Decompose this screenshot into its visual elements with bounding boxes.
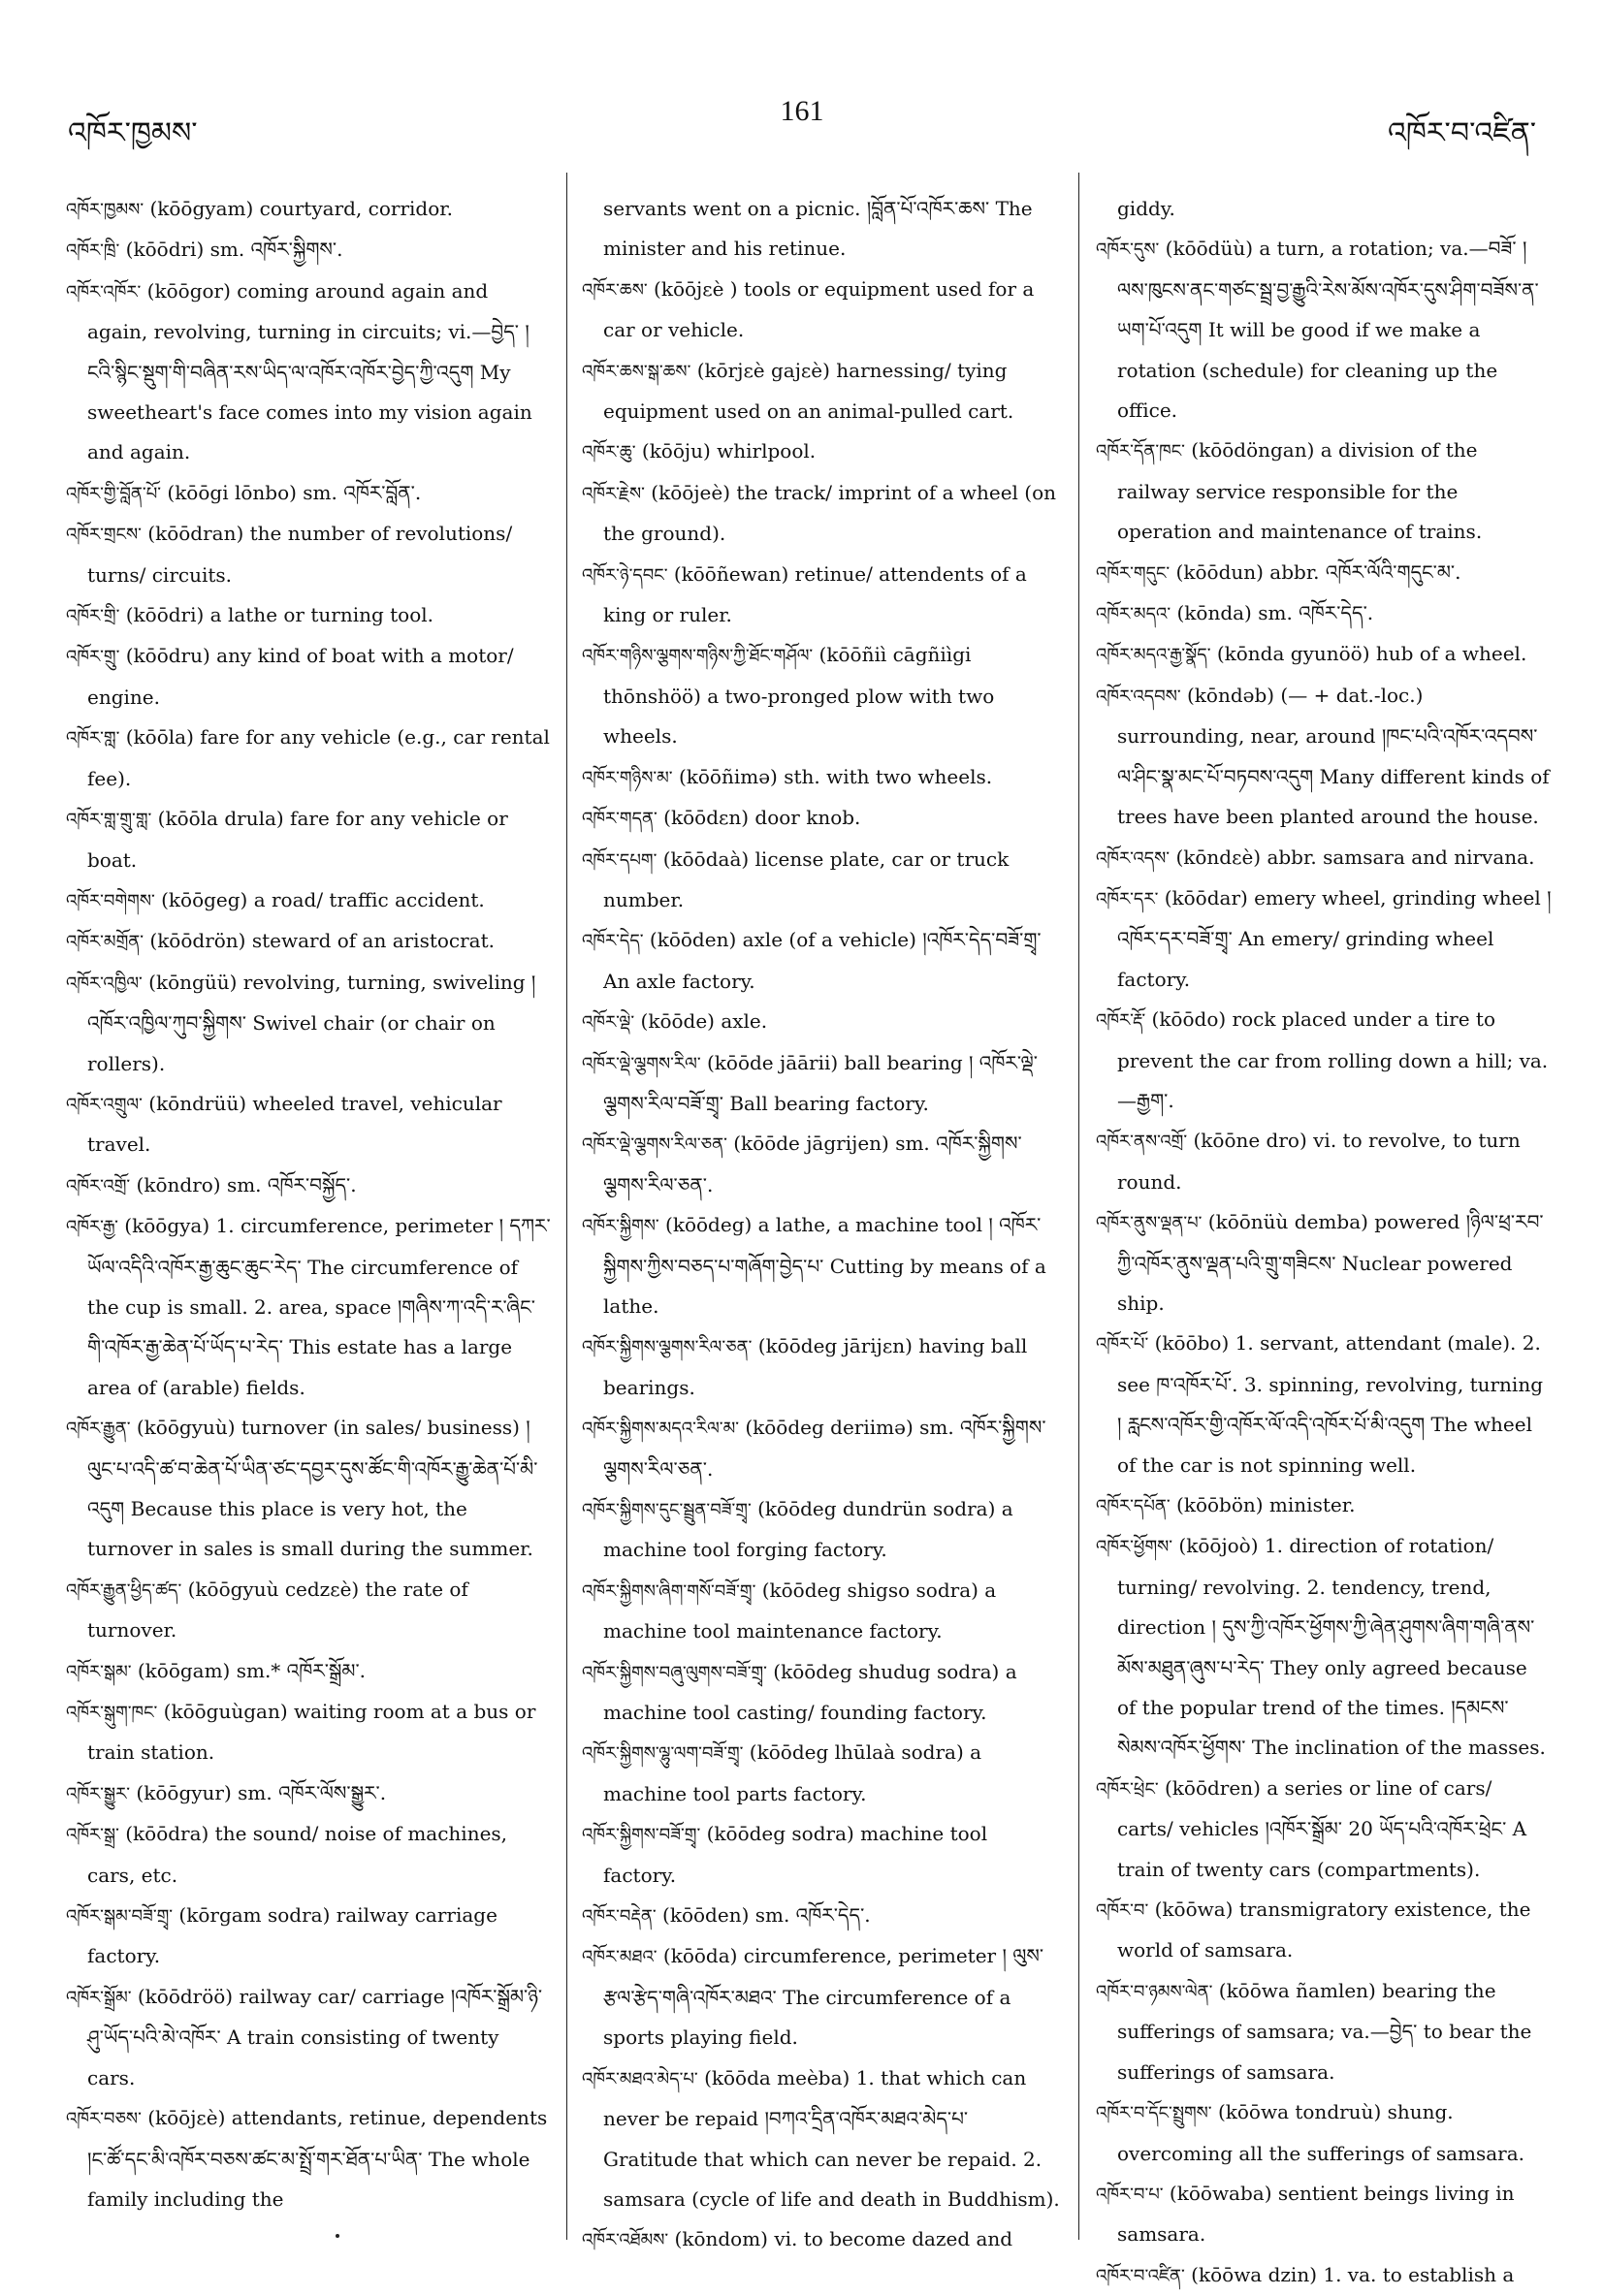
- entry-definition: (kōōnüù demba) powered །ཉིལ་ཕྲ་རབ་ཀྱི་འཁོར་ནུས་ལྡན་པའི་གྲུ་གཟིངས་ Nuclear powered ship.: [1117, 1210, 1544, 1315]
- entry-headword: འཁོར་མདའ་: [1096, 604, 1171, 625]
- entry-definition: (kōōdüù) a turn, a rotation; va.—བཟོ་ ། ལས་ཁུངས་ནང་གཙང་སྦྲ་བྱ་རྒྱུའི་རེས་མོས་འཁོར་དུས་ཤིག་བཟོས་ན་ཡག་པོ་འདུག It will be good if we make a rotation (schedule) for cleaning up the office.: [1117, 237, 1539, 423]
- dictionary-entry: [66, 921, 551, 962]
- entry-definition: (kōōde) axle.: [634, 1009, 768, 1034]
- entry-definition: (kōōwa tondruù) shung. overcoming all the sufferings of samsara.: [1117, 2100, 1524, 2165]
- entry-definition: (kōōwa dzin) 1. va. to establish a: [1184, 2262, 1515, 2286]
- entry-definition: (kōōñiì cāgñiìgi thōnshöö) a two-pronged plow with two wheels.: [603, 643, 995, 749]
- entry-definition: (kōōjeè) the track/ imprint of a wheel (on the ground).: [603, 480, 1057, 546]
- dictionary-entry: [582, 798, 1063, 839]
- entry-definition: (kōōda meèba) 1. that which can never be repaid །བཀའ་དྲིན་འཁོར་མཐའ་མེད་པ་ Gratitude that which can never be repaid. 2. samsara (cycle of life and death in Buddhism).: [603, 2065, 1060, 2211]
- entry-definition: (kōōdun) abbr. འཁོར་ལོའི་གདུང་མ་.: [1170, 559, 1461, 584]
- entry-definition: (kōōjεè) attendants, retinue, dependents །ང་ཚོ་དང་མི་འཁོར་བཅས་ཚང་མ་སྤྲོ་གར་ཐོན་པ་ཡིན་ The whole family including the: [87, 2106, 548, 2211]
- entry-headword: འཁོར་གླ་གྲུ་གླ་: [66, 810, 152, 831]
- entry-headword: འཁོར་སྐྱིགས་མདའ་རིལ་མ་: [582, 1419, 739, 1440]
- entry-definition: (kōōdeg shudug sodra) a machine tool casting/ founding factory.: [603, 1659, 1017, 1725]
- dictionary-entry: [582, 840, 1063, 921]
- column-rule-left: [566, 173, 567, 2240]
- dictionary-entry: [66, 1408, 551, 1570]
- dictionary-entry: [1096, 593, 1552, 634]
- dictionary-entry: [1096, 430, 1552, 552]
- entry-headword: འཁོར་རྒྱུན་: [66, 1419, 131, 1440]
- entry-headword: འཁོར་བརྡེན་: [582, 1906, 657, 1928]
- entry-definition: (kōōjoò) 1. direction of rotation/ turning/ revolving. 2. tendency, trend, direction ། དུས་ཀྱི་འཁོར་ཕྱོགས་ཀྱི་ཞེན་ཤུགས་ཞིག་གཞི་ནས་མོས་མཐུན་ཞུས་པ་རེད་ They only agreed because of the popular trend of the times. །དམངས་སེམས་འཁོར་ཕྱོགས་ The inclination of the masses.: [1117, 1534, 1546, 1760]
- entry-definition: (kōōdar) emery wheel, grinding wheel ། འཁོར་དར་བཟོ་གྲྭ་ An emery/ grinding wheel factory.: [1117, 885, 1552, 991]
- dictionary-entry: [1096, 2092, 1552, 2174]
- dictionary-entry: [66, 1977, 551, 2098]
- dictionary-entry: [582, 1936, 1063, 2057]
- entry-definition: (kōōju) whirlpool.: [635, 439, 817, 463]
- dictionary-entry: [582, 1896, 1063, 1936]
- entry-headword: འཁོར་རྡོ་: [1096, 1010, 1146, 1032]
- entry-headword: འཁོར་འགྲོ་: [66, 1175, 131, 1196]
- dictionary-entry: [582, 635, 1063, 756]
- entry-headword: འཁོར་མགྲོན་: [66, 932, 144, 953]
- entry-headword: འཁོར་མདའ་རྒྱ་སྣོད་: [1096, 645, 1211, 666]
- dictionary-entry: [66, 189, 551, 230]
- entry-definition: (kōōdran) the number of revolutions/ turns/ circuits.: [87, 522, 513, 587]
- entry-headword: འཁོར་ལྡེ་ལྕགས་རིལ་ཅན་: [582, 1134, 727, 1156]
- entry-definition: (kōōdöngan) a division of the railway service responsible for the operation and maintenance of trains.: [1117, 438, 1483, 544]
- dictionary-entry: [1096, 1485, 1552, 1526]
- entry-definition: (kōōdo) rock placed under a tire to prevent the car from rolling down a hill; va.—རྒྱག་.: [1117, 1007, 1549, 1112]
- entry-headword: འཁོར་དེད་: [582, 931, 644, 952]
- entry-definition: (kōngüü) revolving, turning, swiveling །འཁོར་འཁྱིལ་ཀུབ་སྐྱིགས་ Swivel chair (or chair on rollers).: [87, 970, 536, 1075]
- entry-definition: (kōōgi lōnbo) sm. འཁོར་བློན་.: [161, 480, 422, 504]
- entry-headword: འཁོར་གཉིས་ལྕགས་གཉིས་ཀྱི་ཐོང་གཤོལ་: [582, 646, 814, 667]
- entry-headword: འཁོར་རྒྱུན་ཕྱིད་ཚད་: [66, 1579, 182, 1601]
- entry-definition: (kōōdri) sm. འཁོར་སྐྱིགས་.: [119, 238, 343, 262]
- dictionary-entry: [1096, 1769, 1552, 1890]
- entry-headword: འཁོར་དར་: [1096, 888, 1159, 909]
- dictionary-entry: [582, 1124, 1063, 1205]
- entry-definition: servants went on a picnic. །བློན་པོ་འཁོར་ཆས་ The minister and his retinue.: [603, 197, 1033, 261]
- dictionary-entry: [1096, 553, 1552, 593]
- dictionary-entry: [66, 271, 551, 473]
- entry-definition: (kōōjεè ) tools or equipment used for a car or vehicle.: [603, 276, 1035, 342]
- entry-definition: (kōndrüü) wheeled travel, vehicular travel.: [87, 1091, 502, 1157]
- entry-headword: འཁོར་ཆས་: [582, 279, 648, 301]
- entry-definition: (kōōne dro) vi. to revolve, to turn round.: [1117, 1129, 1521, 1194]
- entry-definition: (kōnda gyunöö) hub of a wheel.: [1210, 642, 1527, 666]
- entry-headword: འཁོར་ལྡེ་: [582, 1012, 635, 1034]
- entry-definition: (kōōla) fare for any vehicle (e.g., car rental fee).: [87, 725, 550, 790]
- entry-headword: འཁོར་མཐའ་: [582, 1947, 658, 1968]
- entry-definition: (kōōdri) a lathe or turning tool.: [119, 603, 434, 627]
- entry-headword: འཁོར་འདབས་: [1096, 686, 1181, 707]
- dictionary-entry: [582, 1326, 1063, 1408]
- dictionary-entry: [1096, 1323, 1552, 1485]
- entry-definition: (kōōdeg dundrün sodra) a machine tool forging factory.: [603, 1497, 1013, 1562]
- dictionary-entry: [1096, 634, 1552, 675]
- dictionary-entry: [66, 880, 551, 921]
- entry-headword: འཁོར་སྒྱུར་: [66, 1783, 131, 1804]
- entry-headword: འཁོར་ཁྱམས་: [66, 200, 144, 220]
- entry-headword: འཁོར་འཁྱིལ་: [66, 973, 143, 994]
- dictionary-entry: [582, 1205, 1063, 1326]
- entry-headword: འཁོར་འདས་: [1096, 847, 1171, 869]
- entry-headword: འཁོར་ལྡེ་ལྕགས་རིལ་: [582, 1053, 701, 1074]
- entry-definition: (kōōdröö) railway car/ carriage །འཁོར་སྒྲོམ་ཉི་ཤུ་ཡོད་པའི་མེ་འཁོར་ A train consisting of twenty cars.: [87, 1984, 543, 2089]
- dictionary-entry: [582, 351, 1063, 432]
- entry-definition: (kōndεè) abbr. samsara and nirvana.: [1170, 845, 1535, 869]
- dictionary-entry: [582, 555, 1063, 636]
- entry-definition: (kōōdεn) door knob.: [657, 806, 861, 830]
- entry-definition: (kōōwa ñamlen) bearing the sufferings of samsara; va.—བྱེད་ to bear the sufferings of samsara.: [1117, 1978, 1532, 2084]
- entry-headword: འཁོར་ཕྲེང་: [1096, 1778, 1159, 1800]
- dictionary-entry: [582, 920, 1063, 1002]
- entry-headword: འཁོར་ཆུ་: [582, 442, 636, 463]
- entry-headword: འཁོར་གཉིས་མ་: [582, 767, 673, 788]
- dictionary-entry: [1096, 1971, 1552, 2092]
- entry-definition: (kōōgeg) a road/ traffic accident.: [154, 887, 485, 911]
- dictionary-entry: [582, 1489, 1063, 1571]
- entry-definition: (kōōgyam) courtyard, corridor.: [144, 197, 453, 220]
- dictionary-entry: [582, 270, 1063, 351]
- entry-definition: giddy.: [1117, 197, 1175, 220]
- column-rule-right: [1078, 173, 1079, 2240]
- entry-definition: (kōōdaà) license plate, car or truck number.: [603, 846, 1010, 911]
- dictionary-entry: [1096, 2255, 1552, 2296]
- entry-headword: འཁོར་སྐྱིགས་ལྷུ་ལག་བཟོ་གྲྭ་: [582, 1743, 744, 1765]
- entry-definition: (kōōdeg deriimə) sm. འཁོར་སྐྱིགས་ལྕགས་རིལ་ཅན་.: [603, 1416, 1046, 1481]
- dictionary-entry: [582, 1043, 1063, 1125]
- entry-headword: འཁོར་གླ་: [66, 728, 120, 749]
- entry-definition: (kōnda) sm. འཁོར་དེད་.: [1171, 601, 1374, 625]
- dictionary-entry: [582, 1814, 1063, 1896]
- entry-headword: འཁོར་སྒྲ་: [66, 1825, 119, 1846]
- entry-headword: འཁོར་རྗེས་: [582, 483, 645, 504]
- entry-headword: འཁོར་བ་པ་: [1096, 2184, 1164, 2205]
- entry-definition: (kōndom) vi. to become dazed and: [668, 2227, 1013, 2251]
- entry-definition: (kōōdren) a series or line of cars/ carts/ vehicles །འཁོར་སྒྲོམ་ 20 ཡོད་པའི་འཁོར་ཕྲེང་ A train of twenty cars (compartments).: [1117, 1775, 1527, 1881]
- dictionary-entry: [66, 1651, 551, 1692]
- entry-definition: (kōōdrön) steward of an aristocrat.: [144, 929, 496, 953]
- page-header: [0, 95, 1604, 150]
- dictionary-entry: [582, 1571, 1063, 1652]
- dictionary-entry: [66, 963, 551, 1084]
- entry-headword: འཁོར་ཉེ་དབང་: [582, 564, 668, 586]
- entry-definition: (kōndro) sm. འཁོར་བསྐྱོད་.: [130, 1172, 357, 1196]
- dictionary-column-3: [1096, 189, 1552, 2296]
- dictionary-entry: [66, 1165, 551, 1206]
- entry-headword: འཁོར་སྐྱིགས་ཞིག་གསོ་བཟོ་གྲྭ་: [582, 1580, 756, 1602]
- entry-headword: འཁོར་སྐྱིགས་བཞུ་ལུགས་བཟོ་གྲྭ་: [582, 1662, 767, 1683]
- entry-definition: (kōōgor) coming around again and again, revolving, turning in circuits; vi.—བྱེད་ ། ངའི་སྙིང་སྡུག་གི་བཞིན་རས་ཡིད་ལ་འཁོར་འཁོར་བྱེད་ཀྱི་འདུག My sweetheart's face comes into my vision again and again.: [87, 278, 532, 464]
- entry-definition: (kōōda) circumference, perimeter ། ལུས་རྩལ་རྩེད་གཞི་འཁོར་མཐའ་ The circumference of a sports playing field.: [603, 1944, 1044, 2050]
- entry-headword: འཁོར་བ་དོང་སྤྲུགས་: [1096, 2103, 1212, 2124]
- entry-definition: (kōrjεè gajεè) harnessing/ tying equipment used on an animal-pulled cart.: [603, 358, 1014, 424]
- dictionary-entry: [66, 1692, 551, 1773]
- dictionary-entry: [582, 473, 1063, 555]
- dictionary-column-1: [66, 189, 551, 2219]
- entry-headword: འཁོར་གྲི་: [66, 606, 120, 627]
- dictionary-entry: [1096, 2174, 1552, 2255]
- dictionary-entry: [1096, 229, 1552, 430]
- entry-headword: འཁོར་བ་འཛིན་: [1096, 2265, 1185, 2286]
- entry-definition: (kōōgya) 1. circumference, perimeter ། དཀར་ཡོལ་འདིའི་འཁོར་རྒྱ་ཆུང་ཆུང་རེད་ The circumference of the cup is small. 2. area, space །གཞིས་ཀ་འདི་ར་ཞིང་གི་འཁོར་རྒྱ་ཆེན་པོ་ཡོད་པ་རེད་ This estate has a large area of (arable) fields.: [87, 1214, 551, 1399]
- entry-definition: (kōōgyuù) turnover (in sales/ business) ། ལུང་པ་འདི་ཚ་བ་ཆེན་པོ་ཡིན་ཙང་དབྱར་དུས་ཚོང་གི་འཁོར་རྒྱུ་ཆེན་པོ་མི་འདུག Because this place is very hot, the turnover in sales is small during the summer.: [87, 1416, 538, 1561]
- entry-definition: (kōōwa) transmigratory existence, the world of samsara.: [1117, 1897, 1531, 1962]
- dictionary-entry: [582, 1002, 1063, 1042]
- entry-definition: (kōōdeg lhūlaà sodra) a machine tool parts factory.: [603, 1740, 982, 1805]
- entry-headword: འཁོར་ནུས་ལྡན་པ་: [1096, 1213, 1203, 1234]
- entry-headword: འཁོར་བཅས་: [66, 2109, 142, 2130]
- entry-headword: འཁོར་བགེགས་: [66, 890, 155, 911]
- entry-definition: (kōrgam sodra) railway carriage factory.: [87, 1903, 497, 1968]
- entry-headword: འཁོར་འཐོམས་: [582, 2230, 669, 2251]
- guide-word-right: འཁོར་བ་འཛིན་: [1387, 116, 1536, 150]
- entry-headword: འཁོར་གྱི་བློན་པོ་: [66, 483, 162, 504]
- entry-definition: (kōōdru) any kind of boat with a motor/ engine.: [87, 644, 514, 709]
- dictionary-entry: [582, 757, 1063, 798]
- entry-headword: འཁོར་སྐྱིགས་ལྕགས་རིལ་ཅན་: [582, 1337, 753, 1358]
- dictionary-entry: [66, 636, 551, 718]
- entry-definition: (kōōñewan) retinue/ attendents of a king or ruler.: [603, 561, 1027, 627]
- entry-headword: འཁོར་འཁོར་: [66, 281, 142, 303]
- entry-headword: འཁོར་སྐྱིགས་: [582, 1216, 659, 1237]
- entry-definition: (kōōla drula) fare for any vehicle or boat.: [87, 807, 508, 872]
- dictionary-entry: [582, 431, 1063, 472]
- dictionary-entry: [66, 595, 551, 636]
- entry-definition: (kōōdeg shigso sodra) a machine tool maintenance factory.: [603, 1578, 997, 1643]
- entry-headword: འཁོར་སྒྲོམ་: [66, 1987, 132, 2008]
- entry-definition: (kōōbo) 1. servant, attendant (male). 2. see ཁ་འཁོར་པོ་. 3. spinning, revolving, turning ། རླངས་འཁོར་གྱི་འཁོར་ལོ་འདི་འཁོར་པོ་མི་འདུག The wheel of the car is not spinning well.: [1117, 1331, 1544, 1477]
- entry-definition: (kōndəb) (— + dat.-loc.) surrounding, near, around །ཁང་པའི་འཁོར་འདབས་ལ་ཤིང་སྣ་མང་པོ་བཏབས་འདུག Many different kinds of trees have been planted around the house.: [1117, 683, 1550, 829]
- entry-headword: འཁོར་དཔོན་: [1096, 1496, 1171, 1516]
- dictionary-entry: [66, 2098, 551, 2219]
- dictionary-entry: [66, 514, 551, 595]
- entry-headword: འཁོར་གྲངས་: [66, 525, 142, 546]
- dictionary-entry: [582, 2058, 1063, 2220]
- dictionary-entry: [66, 230, 551, 271]
- dictionary-entry: [66, 1773, 551, 1814]
- dictionary-entry: [66, 1896, 551, 1977]
- entry-definition: (kōōwaba) sentient beings living in samsara.: [1117, 2181, 1515, 2247]
- entry-headword: འཁོར་མཐའ་མེད་པ་: [582, 2068, 698, 2089]
- dictionary-entry: [66, 799, 551, 880]
- entry-definition: (kōōden) sm. འཁོར་དེད་.: [656, 1903, 871, 1928]
- dictionary-entry: [582, 1652, 1063, 1734]
- entry-definition: (kōōgyuù cedzεè) the rate of turnover.: [87, 1577, 468, 1642]
- dictionary-entry: [582, 1733, 1063, 1814]
- page-number: 161: [780, 95, 824, 127]
- entry-headword: འཁོར་སྒམ་: [66, 1661, 132, 1682]
- dictionary-entry: [582, 189, 1063, 270]
- dictionary-entry: [66, 1206, 551, 1408]
- entry-headword: འཁོར་སྐྱིགས་དུང་སྦྲུན་བཟོ་གྲྭ་: [582, 1500, 752, 1520]
- entry-headword: འཁོར་དོན་ཁང་: [1096, 441, 1185, 462]
- entry-definition: (kōōbön) minister.: [1170, 1493, 1356, 1516]
- dictionary-column-2: [582, 189, 1063, 2261]
- entry-headword: འཁོར་པོ་: [1096, 1334, 1149, 1355]
- entry-definition: (kōōdeg sodra) machine tool factory.: [603, 1822, 988, 1887]
- entry-definition: (kōōde jāārii) ball bearing ། འཁོར་ལྡེ་ལྕགས་རིལ་བཟོ་གྲྭ་ Ball bearing factory.: [603, 1050, 1038, 1115]
- guide-word-left: འཁོར་ཁྱམས་: [68, 116, 198, 150]
- dictionary-entry: [1096, 1202, 1552, 1323]
- entry-definition: (kōōden) axle (of a vehicle) །འཁོར་དེད་བཟོ་གྲྭ་ An axle factory.: [603, 928, 1042, 993]
- entry-headword: འཁོར་ནས་འགྲོ་: [1096, 1132, 1188, 1153]
- dictionary-entry: [66, 1570, 551, 1651]
- entry-headword: འཁོར་དུས་: [1096, 239, 1160, 261]
- dictionary-entry: [66, 718, 551, 799]
- dictionary-entry: [1096, 1121, 1552, 1202]
- dictionary-entry: [1096, 838, 1552, 878]
- dictionary-entry: [1096, 1000, 1552, 1121]
- entry-definition: (kōōgyur) sm. འཁོར་ལོས་སྒྱུར་.: [130, 1780, 387, 1804]
- entry-headword: འཁོར་འགྲུལ་: [66, 1094, 143, 1115]
- entry-definition: (kōōdeg jārijεn) having ball bearings.: [603, 1334, 1028, 1399]
- entry-definition: (kōōguùgan) waiting room at a bus or train station.: [87, 1700, 536, 1765]
- entry-definition: (kōōñimə) sth. with two wheels.: [672, 764, 993, 788]
- entry-headword: འཁོར་རྒྱ་: [66, 1217, 118, 1238]
- entry-headword: འཁོར་གདན་: [582, 809, 658, 830]
- entry-definition: (kōōdeg) a lathe, a machine tool ། འཁོར་སྐྱིགས་ཀྱིས་བཅད་པ་གཞོག་བྱེད་པ་ Cutting by means of a lathe.: [603, 1213, 1046, 1318]
- entry-headword: འཁོར་ཁྲི་: [66, 240, 120, 262]
- entry-headword: འཁོར་ཆས་སྒ་ཆས་: [582, 361, 691, 382]
- entry-definition: (kōōde jāgrijen) sm. འཁོར་སྐྱིགས་ལྕགས་རིལ་ཅན་.: [603, 1132, 1022, 1196]
- entry-headword: འཁོར་ཕྱོགས་: [1096, 1537, 1173, 1558]
- entry-headword: འཁོར་སྒམ་བཟོ་གྲྭ་: [66, 1906, 174, 1928]
- dictionary-entry: [66, 1084, 551, 1165]
- dictionary-entry: [1096, 676, 1552, 838]
- dictionary-entry: [582, 1408, 1063, 1489]
- dictionary-entry: [66, 1814, 551, 1896]
- entry-headword: འཁོར་བ་: [1096, 1900, 1149, 1922]
- ink-speck: [336, 2234, 339, 2238]
- entry-headword: འཁོར་དཔག་: [582, 849, 658, 871]
- dictionary-entry: [1096, 189, 1552, 229]
- dictionary-entry: [582, 2219, 1063, 2260]
- entry-headword: འཁོར་སྐྱིགས་བཟོ་གྲྭ་: [582, 1825, 701, 1846]
- entry-headword: འཁོར་སྒུག་ཁང་: [66, 1703, 158, 1724]
- entry-headword: འཁོར་གྲུ་: [66, 647, 120, 668]
- entry-definition: (kōōdra) the sound/ noise of machines, cars, etc.: [87, 1822, 508, 1887]
- entry-definition: (kōōgam) sm.* འཁོར་སྒྲོམ་.: [131, 1658, 367, 1682]
- entry-headword: འཁོར་བ་ཉམས་ལེན་: [1096, 1981, 1213, 2002]
- entry-headword: འཁོར་གདུང་: [1096, 562, 1171, 584]
- dictionary-entry: [1096, 878, 1552, 1000]
- dictionary-entry: [1096, 1890, 1552, 1971]
- dictionary-entry: [1096, 1526, 1552, 1768]
- dictionary-entry: [66, 473, 551, 514]
